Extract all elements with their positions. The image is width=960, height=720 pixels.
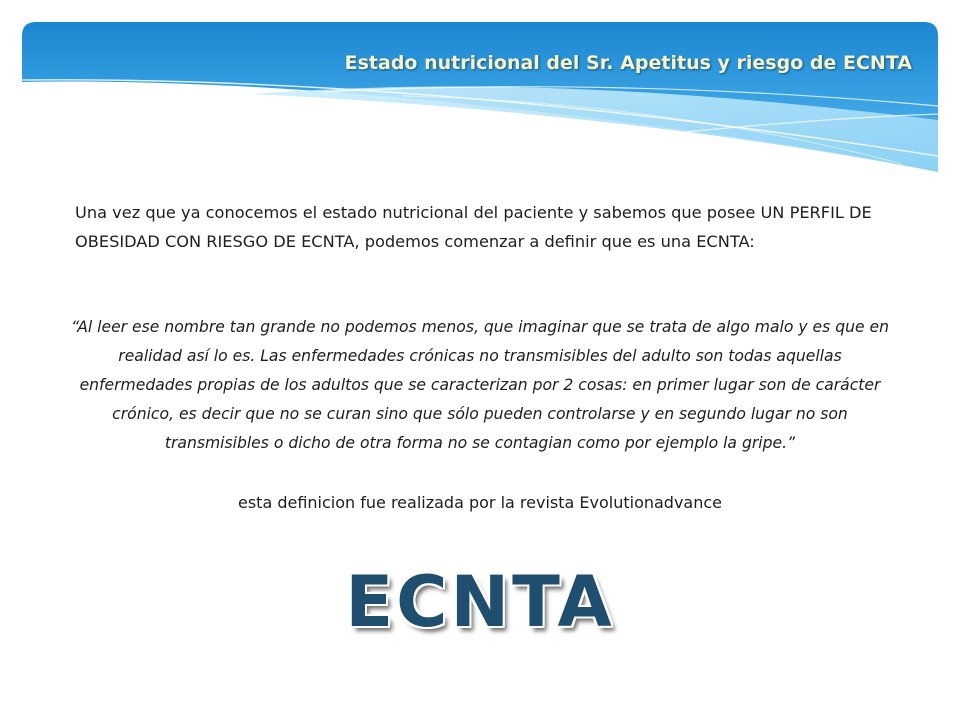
quote-attribution: esta definicion fue realizada por la revista Evolutionadvance xyxy=(237,493,723,512)
definition-quote: “Al leer ese nombre tan grande no podemos menos, que imaginar que se trata de algo malo y es que en realidad así lo es. Las enfermedades crónicas no transmisibles del adulto son todas aquellas enfermedades propias de los adultos que se caracterizan por 2 cosas: en primer lugar son de carácter crónico, es decir que no se curan sino que sólo pueden controlarse y en segundo lugar no son transmisibles o dicho de otra forma no se contagian como por ejemplo la gripe.” xyxy=(70,318,890,452)
ecnta-heading: ECNTA xyxy=(345,561,615,643)
slide-title: Estado nutricional del Sr. Apetitus y riesgo de ECNTA xyxy=(344,52,912,74)
header-wave-graphic xyxy=(22,22,938,172)
intro-paragraph: Una vez que ya conocemos el estado nutricional del paciente y sabemos que posee UN PERFIL DE OBESIDAD CON RIESGO DE ECNTA, podemos comenzar a definir que es una ECNTA: xyxy=(75,203,872,251)
header-banner xyxy=(22,22,938,172)
